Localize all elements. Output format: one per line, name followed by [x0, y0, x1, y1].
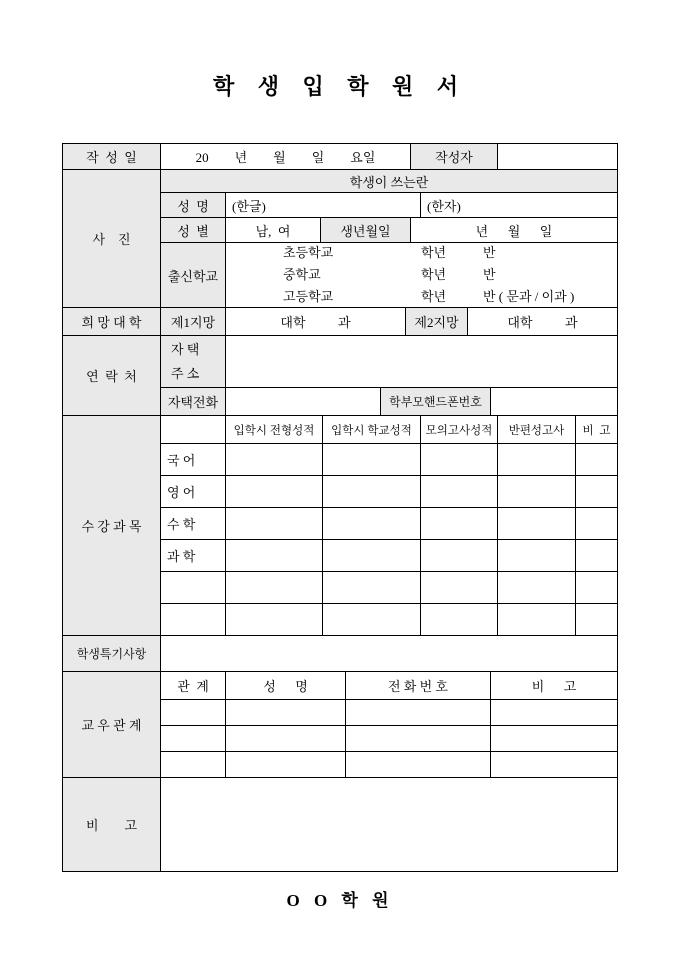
note-cell [576, 604, 618, 636]
desired-university-row [63, 308, 618, 336]
score-cell [226, 572, 323, 604]
special-note-row [63, 636, 618, 672]
science-label: 과 학 [161, 540, 226, 572]
high-school-label: 고등학교 [283, 289, 334, 305]
home-address-label-line2: 주 소 [171, 365, 200, 381]
school-row [161, 243, 618, 308]
friend-name-cell [226, 752, 346, 778]
note-cell [576, 508, 618, 540]
second-choice-value: 대학 과 [468, 308, 618, 336]
subjects-label: 수 강 과 목 [63, 416, 161, 636]
relation-cell [161, 726, 226, 752]
application-form-table [62, 143, 618, 872]
score-cell [498, 476, 576, 508]
high-school-line [283, 286, 617, 308]
gender-value: 남, 여 [226, 218, 321, 243]
score-cell [498, 572, 576, 604]
friends-section [63, 672, 618, 778]
score-cell [323, 476, 421, 508]
friend-phone-header: 전 화 번 호 [346, 672, 491, 700]
gender-label: 성 별 [161, 218, 226, 243]
note-cell [576, 444, 618, 476]
subject-row-empty-1 [161, 572, 618, 604]
remarks-row [63, 778, 618, 872]
special-note-label: 학생특기사항 [63, 636, 161, 672]
name-row [161, 193, 618, 218]
friend-name-header: 성 명 [226, 672, 346, 700]
elementary-school-label: 초등학교 [283, 244, 334, 260]
friend-row [161, 752, 618, 778]
home-phone-label: 자택전화 [161, 388, 226, 416]
home-phone-value-cell [226, 388, 381, 416]
friend-name-cell [226, 726, 346, 752]
home-address-value-cell [226, 336, 618, 388]
date-label: 작 성 일 [63, 144, 161, 170]
friend-note-cell [491, 700, 618, 726]
parent-mobile-label: 학부모핸드폰번호 [381, 388, 491, 416]
note-cell [576, 540, 618, 572]
friends-section-body [161, 672, 618, 778]
name-label: 성 명 [161, 193, 226, 218]
remarks-label: 비 고 [63, 778, 161, 872]
phone-row [161, 388, 618, 416]
friends-header-row [161, 672, 618, 700]
subjects-header-empty [161, 416, 226, 444]
score-cell [421, 540, 498, 572]
mock-exam-score-header: 모의고사성적 [421, 416, 498, 444]
friend-row [161, 700, 618, 726]
date-row [63, 144, 618, 170]
score-cell [498, 508, 576, 540]
subject-row-empty-2 [161, 604, 618, 636]
parent-mobile-value-cell [491, 388, 618, 416]
school-label: 출신학교 [161, 243, 226, 308]
score-cell [226, 604, 323, 636]
score-cell [498, 540, 576, 572]
subject-row-english [161, 476, 618, 508]
friend-note-header: 비 고 [491, 672, 618, 700]
contact-label: 연 락 처 [63, 336, 161, 416]
home-address-label-line1: 자 택 [171, 342, 200, 358]
photo-section-body [161, 170, 618, 308]
score-cell [421, 444, 498, 476]
score-cell [226, 540, 323, 572]
middle-class-label: 반 [483, 266, 496, 282]
home-address-row [161, 336, 618, 388]
score-cell [498, 604, 576, 636]
gender-row [161, 218, 618, 243]
academy-name: O O 학 원 [286, 891, 394, 910]
school-record-score-header: 입학시 학교성적 [323, 416, 421, 444]
relation-cell [161, 752, 226, 778]
subjects-header-row [161, 416, 618, 444]
score-cell [323, 572, 421, 604]
score-cell [323, 540, 421, 572]
date-value: 20 년 월 일 요일 [161, 144, 411, 170]
desired-university-label: 희 망 대 학 [63, 308, 161, 336]
friend-note-cell [491, 726, 618, 752]
writer-label: 작성자 [411, 144, 498, 170]
score-cell [498, 444, 576, 476]
relation-cell [161, 700, 226, 726]
math-label: 수 학 [161, 508, 226, 540]
note-cell [576, 476, 618, 508]
score-cell [226, 476, 323, 508]
friend-phone-cell [346, 726, 491, 752]
friends-label: 교 우 관 계 [63, 672, 161, 778]
score-cell [226, 508, 323, 540]
english-label: 영 어 [161, 476, 226, 508]
subject-row-science [161, 540, 618, 572]
elementary-grade-label: 학년 [421, 244, 447, 260]
subject-row-korean [161, 444, 618, 476]
first-choice-label: 제1지망 [161, 308, 226, 336]
special-note-value-cell [161, 636, 618, 672]
form-title: 학 생 입 학 원 서 [212, 74, 467, 99]
first-choice-value: 대학 과 [226, 308, 406, 336]
birthdate-label: 생년월일 [321, 218, 411, 243]
friend-phone-cell [346, 752, 491, 778]
student-header-row [161, 170, 618, 193]
second-choice-label: 제2지망 [406, 308, 468, 336]
photo-label: 사 진 [63, 170, 161, 308]
middle-school-line [283, 264, 617, 286]
subjects-section [63, 416, 618, 636]
placement-test-header: 반편성고사 [498, 416, 576, 444]
school-history-cell [226, 243, 618, 308]
name-hangul-cell: (한글) [226, 193, 421, 218]
middle-grade-label: 학년 [421, 266, 447, 282]
score-cell [323, 444, 421, 476]
middle-school-label: 중학교 [283, 266, 321, 282]
score-cell [421, 572, 498, 604]
note-cell [576, 572, 618, 604]
friend-note-cell [491, 752, 618, 778]
score-cell [421, 508, 498, 540]
friend-row [161, 726, 618, 752]
birthdate-value: 년 월 일 [411, 218, 618, 243]
subjects-note-header: 비 고 [576, 416, 618, 444]
contact-section [63, 336, 618, 416]
score-cell [421, 476, 498, 508]
photo-section [63, 170, 618, 308]
subject-row-math [161, 508, 618, 540]
admission-exam-score-header: 입학시 전형성적 [226, 416, 323, 444]
contact-section-body [161, 336, 618, 416]
score-cell [421, 604, 498, 636]
subjects-section-body [161, 416, 618, 636]
student-section-header: 학생이 쓰는란 [161, 170, 618, 193]
relation-header: 관 계 [161, 672, 226, 700]
score-cell [323, 508, 421, 540]
elementary-school-line [283, 243, 617, 264]
high-class-label: 반 ( 문과 / 이과 ) [483, 289, 575, 305]
high-grade-label: 학년 [421, 289, 447, 305]
writer-value-cell [498, 144, 618, 170]
friend-name-cell [226, 700, 346, 726]
subject-label-empty [161, 572, 226, 604]
score-cell [323, 604, 421, 636]
korean-label: 국 어 [161, 444, 226, 476]
elementary-class-label: 반 [483, 244, 496, 260]
subject-label-empty [161, 604, 226, 636]
name-hanja-cell: (한자) [421, 193, 618, 218]
remarks-value-cell [161, 778, 618, 872]
home-address-label [161, 336, 226, 388]
score-cell [226, 444, 323, 476]
friend-phone-cell [346, 700, 491, 726]
